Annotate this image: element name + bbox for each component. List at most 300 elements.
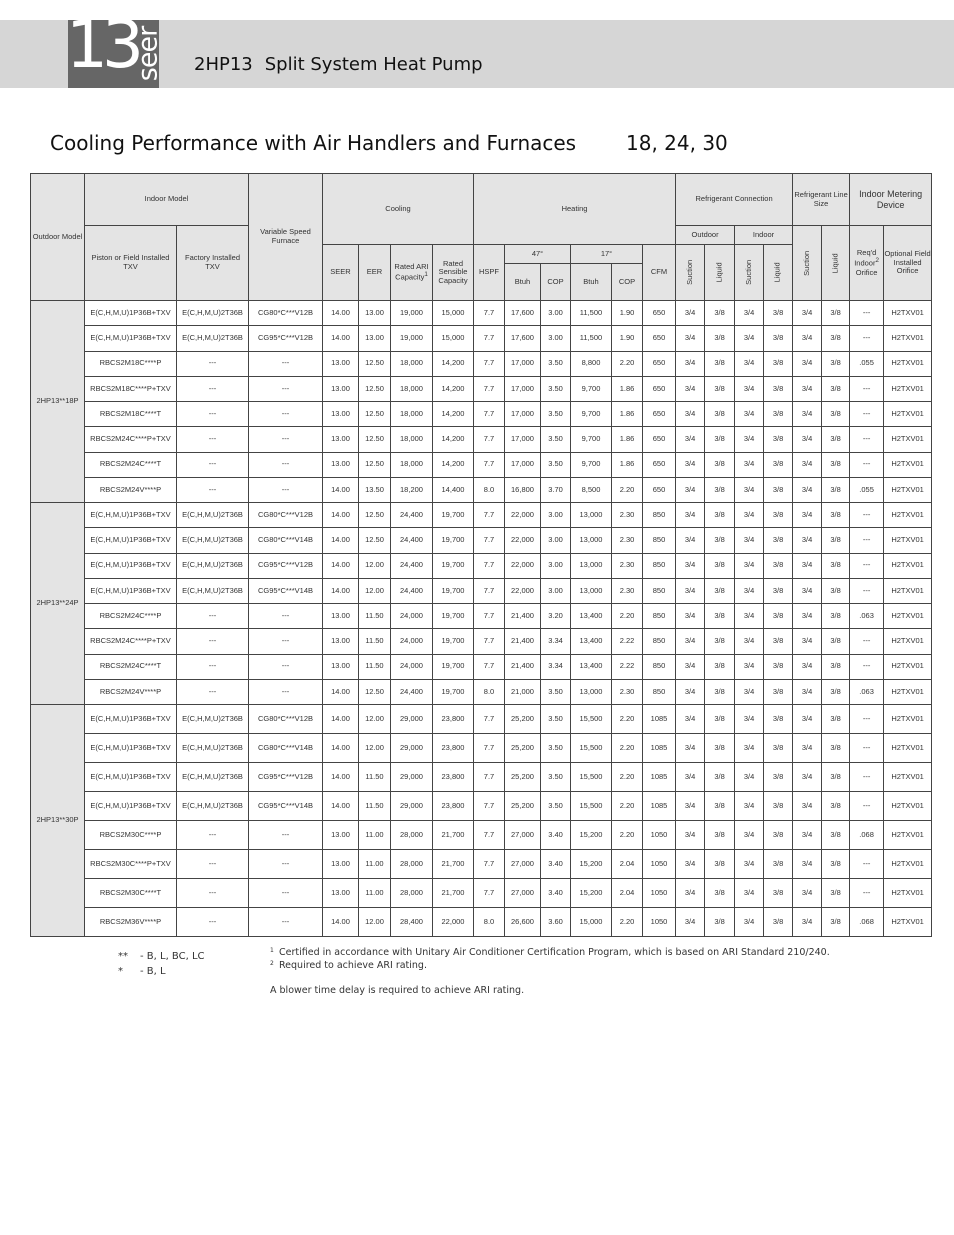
table-cell: 12.50: [359, 402, 391, 427]
table-cell: 13.00: [323, 629, 359, 654]
outdoor-model-cell: 2HP13**24P: [31, 503, 85, 705]
table-cell: 2.20: [612, 734, 643, 763]
table-cell: 2.20: [612, 351, 643, 376]
table-cell: 14,200: [433, 376, 474, 401]
table-cell: ---: [177, 907, 249, 936]
header-outdoor-model: Outdoor Model: [31, 174, 85, 301]
table-cell: CG80*C***V12B: [249, 301, 323, 326]
table-cell: 24,400: [391, 553, 433, 578]
table-cell: 12.50: [359, 427, 391, 452]
header-47-cop: COP: [541, 264, 571, 301]
table-cell: 3/8: [705, 553, 735, 578]
table-cell: ---: [177, 629, 249, 654]
table-cell: H2TXV01: [884, 734, 932, 763]
table-cell: .055: [850, 477, 884, 502]
table-cell: 12.50: [359, 452, 391, 477]
table-cell: ---: [249, 849, 323, 878]
header-outdoor-liquid: Liquid: [705, 245, 735, 301]
outdoor-model-cell: 2HP13**30P: [31, 705, 85, 937]
table-cell: CG80*C***V14B: [249, 528, 323, 553]
header-17-btuh: Btuh: [571, 264, 612, 301]
table-cell: 850: [643, 604, 676, 629]
table-cell: 7.7: [474, 452, 505, 477]
table-cell: 3/8: [764, 301, 793, 326]
table-cell: 3/8: [705, 878, 735, 907]
table-cell: 7.7: [474, 376, 505, 401]
table-cell: 3/8: [764, 376, 793, 401]
table-row: [31, 326, 932, 351]
footnotes: [270, 947, 830, 998]
model-name: 2HP13: [194, 54, 253, 75]
header-factory-txv: Factory Installed TXV: [177, 226, 249, 301]
table-cell: 3.50: [541, 452, 571, 477]
table-cell: 3/4: [735, 452, 764, 477]
header-cooling: Cooling: [323, 174, 474, 245]
table-cell: 3.50: [541, 402, 571, 427]
table-cell: 650: [643, 402, 676, 427]
table-cell: 3/4: [676, 907, 705, 936]
table-cell: 3/4: [735, 376, 764, 401]
table-cell: 3/8: [822, 654, 850, 679]
table-row: [31, 705, 932, 734]
table-cell: 14,200: [433, 351, 474, 376]
table-cell: 3/8: [764, 604, 793, 629]
table-cell: 3/4: [676, 376, 705, 401]
table-cell: 3/4: [676, 528, 705, 553]
table-cell: 27,000: [505, 821, 541, 850]
table-cell: 3/8: [764, 477, 793, 502]
table-cell: E(C,H,M,U)1P36B+TXV: [85, 763, 177, 792]
table-cell: 3/4: [676, 763, 705, 792]
table-cell: 3/4: [735, 821, 764, 850]
table-cell: ---: [249, 427, 323, 452]
table-cell: ---: [249, 629, 323, 654]
table-cell: 3/4: [793, 907, 822, 936]
table-cell: 850: [643, 503, 676, 528]
table-cell: 11,500: [571, 301, 612, 326]
table-cell: E(C,H,M,U)2T36B: [177, 763, 249, 792]
table-row: [31, 821, 932, 850]
footnote-1: $^1$ Certified in accordance with Unitary Air Conditioner Certification Program, which is based on ARI Standard 210/240.: [270, 947, 830, 958]
table-cell: 24,000: [391, 629, 433, 654]
table-cell: 12.00: [359, 705, 391, 734]
table-cell: 13.00: [323, 351, 359, 376]
table-cell: 3/8: [822, 734, 850, 763]
table-cell: 1085: [643, 705, 676, 734]
table-cell: 3/8: [822, 351, 850, 376]
table-cell: 3/8: [764, 503, 793, 528]
table-cell: 3.40: [541, 849, 571, 878]
table-cell: 14.00: [323, 553, 359, 578]
table-cell: 7.7: [474, 402, 505, 427]
table-cell: 14,200: [433, 427, 474, 452]
table-cell: H2TXV01: [884, 705, 932, 734]
table-cell: 28,000: [391, 821, 433, 850]
table-cell: ---: [177, 427, 249, 452]
table-cell: 7.7: [474, 763, 505, 792]
table-cell: 2.04: [612, 849, 643, 878]
table-cell: ---: [850, 734, 884, 763]
table-cell: 24,000: [391, 604, 433, 629]
table-cell: 3.00: [541, 578, 571, 603]
table-cell: ---: [249, 654, 323, 679]
table-cell: 3/4: [793, 402, 822, 427]
product-name: Split System Heat Pump: [264, 54, 483, 75]
table-cell: 22,000: [433, 907, 474, 936]
table-cell: 3/4: [735, 654, 764, 679]
table-cell: 3/8: [705, 734, 735, 763]
table-cell: E(C,H,M,U)1P36B+TXV: [85, 553, 177, 578]
table-cell: 3/8: [822, 705, 850, 734]
table-cell: 3/4: [676, 629, 705, 654]
table-cell: ---: [177, 679, 249, 704]
table-row: [31, 376, 932, 401]
table-row: [31, 878, 932, 907]
table-cell: 18,000: [391, 376, 433, 401]
table-cell: RBCS2M24C****P+TXV: [85, 427, 177, 452]
table-cell: 14.00: [323, 528, 359, 553]
table-cell: 3/8: [705, 452, 735, 477]
table-cell: ---: [177, 849, 249, 878]
table-cell: 3/8: [705, 654, 735, 679]
table-cell: 14.00: [323, 907, 359, 936]
table-cell: 3.20: [541, 604, 571, 629]
header-refrigerant-line-size: Refrigerant Line Size: [793, 174, 850, 226]
legend-row-1: ** - B, L, BC, LC: [118, 951, 205, 962]
table-cell: 13,000: [571, 553, 612, 578]
table-cell: 3.50: [541, 351, 571, 376]
table-cell: H2TXV01: [884, 578, 932, 603]
table-cell: 7.7: [474, 654, 505, 679]
table-cell: ---: [177, 654, 249, 679]
table-cell: 24,400: [391, 528, 433, 553]
table-cell: 3/8: [822, 452, 850, 477]
table-row: [31, 679, 932, 704]
table-cell: 23,800: [433, 763, 474, 792]
table-cell: H2TXV01: [884, 907, 932, 936]
table-cell: 3/8: [705, 907, 735, 936]
table-cell: 3/8: [764, 734, 793, 763]
table-cell: ---: [249, 604, 323, 629]
table-cell: 850: [643, 629, 676, 654]
table-row: [31, 907, 932, 936]
table-cell: 3.50: [541, 679, 571, 704]
table-cell: 7.7: [474, 578, 505, 603]
table-cell: 3/4: [735, 427, 764, 452]
table-cell: 1085: [643, 763, 676, 792]
table-cell: E(C,H,M,U)2T36B: [177, 301, 249, 326]
table-cell: RBCS2M30C****P+TXV: [85, 849, 177, 878]
table-cell: 3/4: [793, 351, 822, 376]
table-cell: 9,700: [571, 452, 612, 477]
table-cell: 3/8: [822, 301, 850, 326]
table-cell: 12.00: [359, 907, 391, 936]
table-cell: 3/4: [793, 679, 822, 704]
table-cell: E(C,H,M,U)2T36B: [177, 528, 249, 553]
table-row: [31, 553, 932, 578]
section-title: Cooling Performance with Air Handlers and Furnaces: [50, 131, 577, 155]
table-cell: RBCS2M30C****T: [85, 878, 177, 907]
table-cell: 1085: [643, 792, 676, 821]
table-cell: 21,700: [433, 878, 474, 907]
table-cell: 3/4: [676, 679, 705, 704]
table-cell: 11.50: [359, 654, 391, 679]
table-cell: 3/8: [705, 477, 735, 502]
table-cell: 1085: [643, 734, 676, 763]
table-cell: 23,800: [433, 792, 474, 821]
table-cell: ---: [850, 792, 884, 821]
page-title: [194, 54, 483, 75]
table-cell: 3/8: [764, 427, 793, 452]
table-cell: 24,400: [391, 578, 433, 603]
table-cell: H2TXV01: [884, 402, 932, 427]
table-cell: 3/4: [676, 477, 705, 502]
table-cell: 1.86: [612, 427, 643, 452]
table-cell: 7.7: [474, 849, 505, 878]
table-cell: 13.00: [359, 301, 391, 326]
header-17-cop: COP: [612, 264, 643, 301]
table-cell: 3/8: [764, 907, 793, 936]
table-cell: 3/8: [822, 792, 850, 821]
table-cell: 15,000: [433, 326, 474, 351]
header-furnace: Variable Speed Furnace: [249, 174, 323, 301]
table-cell: H2TXV01: [884, 503, 932, 528]
performance-table: [30, 173, 932, 937]
table-cell: 3/4: [793, 578, 822, 603]
table-cell: 11.50: [359, 792, 391, 821]
table-cell: ---: [177, 351, 249, 376]
table-cell: 13.50: [359, 477, 391, 502]
table-cell: H2TXV01: [884, 351, 932, 376]
table-cell: 7.7: [474, 528, 505, 553]
table-cell: 3/8: [822, 503, 850, 528]
legend: [118, 951, 205, 981]
table-cell: 2.30: [612, 578, 643, 603]
table-cell: 3/8: [705, 528, 735, 553]
table-cell: 3/4: [676, 734, 705, 763]
table-row: [31, 528, 932, 553]
table-cell: 3.34: [541, 629, 571, 654]
table-cell: 29,000: [391, 705, 433, 734]
table-cell: 13,000: [571, 528, 612, 553]
table-cell: 13,000: [571, 503, 612, 528]
header-refrigerant-connection: Refrigerant Connection: [676, 174, 793, 226]
table-cell: 3/4: [793, 849, 822, 878]
table-cell: 1.90: [612, 326, 643, 351]
table-cell: 3/8: [764, 553, 793, 578]
table-cell: ---: [850, 849, 884, 878]
table-cell: 2.04: [612, 878, 643, 907]
table-cell: ---: [850, 705, 884, 734]
table-cell: 8.0: [474, 907, 505, 936]
header-17: 17°: [571, 245, 643, 264]
table-cell: 11.50: [359, 763, 391, 792]
table-cell: E(C,H,M,U)1P36B+TXV: [85, 578, 177, 603]
table-cell: 12.00: [359, 553, 391, 578]
table-cell: 9,700: [571, 427, 612, 452]
header-indoor-suction: Suction: [735, 245, 764, 301]
table-cell: 19,700: [433, 503, 474, 528]
table-cell: 650: [643, 376, 676, 401]
table-cell: CG80*C***V14B: [249, 734, 323, 763]
table-cell: CG95*C***V14B: [249, 578, 323, 603]
table-cell: 3/8: [822, 528, 850, 553]
table-cell: 3/4: [735, 553, 764, 578]
table-cell: 7.7: [474, 301, 505, 326]
table-row: [31, 763, 932, 792]
table-cell: 7.7: [474, 705, 505, 734]
table-row: [31, 604, 932, 629]
header-cfm: CFM: [643, 245, 676, 301]
table-cell: 25,200: [505, 763, 541, 792]
table-cell: 3/8: [705, 705, 735, 734]
table-cell: 14.00: [323, 792, 359, 821]
table-cell: H2TXV01: [884, 849, 932, 878]
table-cell: 3/4: [793, 792, 822, 821]
table-cell: ---: [249, 452, 323, 477]
table-cell: 3/4: [793, 452, 822, 477]
logo-number: 13: [66, 6, 138, 83]
table-cell: RBCS2M24C****T: [85, 654, 177, 679]
table-cell: 12.50: [359, 528, 391, 553]
table-cell: 3.50: [541, 376, 571, 401]
table-cell: 28,400: [391, 907, 433, 936]
table-cell: 850: [643, 654, 676, 679]
table-cell: 15,200: [571, 878, 612, 907]
table-cell: 3/4: [793, 821, 822, 850]
table-cell: 21,400: [505, 604, 541, 629]
table-cell: ---: [177, 821, 249, 850]
table-cell: 3/4: [793, 629, 822, 654]
table-cell: 8,800: [571, 351, 612, 376]
table-cell: 3/4: [793, 734, 822, 763]
table-cell: 7.7: [474, 629, 505, 654]
table-cell: 27,000: [505, 849, 541, 878]
table-cell: H2TXV01: [884, 477, 932, 502]
table-cell: 22,000: [505, 578, 541, 603]
table-cell: 14.00: [323, 734, 359, 763]
table-cell: .068: [850, 821, 884, 850]
table-cell: 3/4: [793, 878, 822, 907]
table-cell: 19,700: [433, 679, 474, 704]
table-cell: 3/8: [705, 629, 735, 654]
table-cell: 3/8: [822, 477, 850, 502]
table-cell: 3.34: [541, 654, 571, 679]
table-cell: RBCS2M24C****P+TXV: [85, 629, 177, 654]
table-cell: 3/4: [735, 351, 764, 376]
header-rated-ari: Rated ARI Capacity$^1$: [391, 245, 433, 301]
table-cell: 3/8: [705, 427, 735, 452]
table-cell: 7.7: [474, 821, 505, 850]
header-line-liquid: Liquid: [822, 226, 850, 301]
table-cell: 7.7: [474, 503, 505, 528]
table-cell: 9,700: [571, 402, 612, 427]
table-cell: E(C,H,M,U)1P36B+TXV: [85, 528, 177, 553]
table-cell: 3/8: [822, 326, 850, 351]
table-cell: 3/4: [793, 301, 822, 326]
table-cell: 13.00: [323, 604, 359, 629]
table-cell: 3/8: [822, 427, 850, 452]
table-cell: 3/8: [764, 849, 793, 878]
table-cell: 3/8: [705, 763, 735, 792]
table-cell: 11.00: [359, 849, 391, 878]
table-cell: ---: [850, 427, 884, 452]
table-cell: 3/8: [764, 821, 793, 850]
table-cell: 3.00: [541, 301, 571, 326]
table-cell: ---: [850, 763, 884, 792]
table-cell: RBCS2M18C****P: [85, 351, 177, 376]
table-cell: 24,400: [391, 679, 433, 704]
table-cell: 3/8: [705, 604, 735, 629]
table-cell: 3.00: [541, 528, 571, 553]
table-cell: 16,800: [505, 477, 541, 502]
table-cell: 25,200: [505, 734, 541, 763]
table-cell: H2TXV01: [884, 301, 932, 326]
table-cell: H2TXV01: [884, 553, 932, 578]
table-cell: 1.86: [612, 376, 643, 401]
table-cell: 3/8: [705, 503, 735, 528]
table-cell: 15,500: [571, 763, 612, 792]
table-cell: 3/4: [793, 553, 822, 578]
header-seer: SEER: [323, 245, 359, 301]
table-cell: 2.30: [612, 503, 643, 528]
table-cell: E(C,H,M,U)2T36B: [177, 553, 249, 578]
table-cell: 2.30: [612, 528, 643, 553]
table-cell: H2TXV01: [884, 452, 932, 477]
table-cell: 21,400: [505, 654, 541, 679]
table-cell: 3.50: [541, 427, 571, 452]
header-heating: Heating: [474, 174, 676, 245]
table-row: [31, 792, 932, 821]
table-cell: 850: [643, 553, 676, 578]
table-cell: 26,600: [505, 907, 541, 936]
table-cell: 3/4: [735, 477, 764, 502]
table-cell: .055: [850, 351, 884, 376]
table-cell: 3/8: [705, 792, 735, 821]
table-cell: 3/4: [793, 503, 822, 528]
table-cell: 22,000: [505, 528, 541, 553]
table-row: [31, 578, 932, 603]
table-cell: 1050: [643, 849, 676, 878]
table-cell: 13,000: [571, 679, 612, 704]
header-47-btuh: Btuh: [505, 264, 541, 301]
table-cell: 24,400: [391, 503, 433, 528]
table-row: [31, 301, 932, 326]
table-cell: 3/4: [735, 763, 764, 792]
table-cell: 3/8: [822, 849, 850, 878]
table-cell: 3/4: [735, 528, 764, 553]
table-row: [31, 477, 932, 502]
table-cell: 24,000: [391, 654, 433, 679]
table-cell: ---: [850, 402, 884, 427]
table-cell: 3/4: [676, 705, 705, 734]
table-cell: 3/8: [705, 849, 735, 878]
table-cell: H2TXV01: [884, 528, 932, 553]
table-row: [31, 452, 932, 477]
table-cell: 12.50: [359, 351, 391, 376]
table-row: [31, 503, 932, 528]
table-cell: E(C,H,M,U)2T36B: [177, 503, 249, 528]
table-cell: 3/4: [676, 604, 705, 629]
table-cell: CG95*C***V14B: [249, 792, 323, 821]
table-cell: 23,800: [433, 705, 474, 734]
table-cell: 19,700: [433, 578, 474, 603]
table-cell: 19,700: [433, 604, 474, 629]
table-cell: 15,200: [571, 849, 612, 878]
table-cell: 650: [643, 301, 676, 326]
table-cell: 7.7: [474, 553, 505, 578]
table-cell: ---: [850, 878, 884, 907]
